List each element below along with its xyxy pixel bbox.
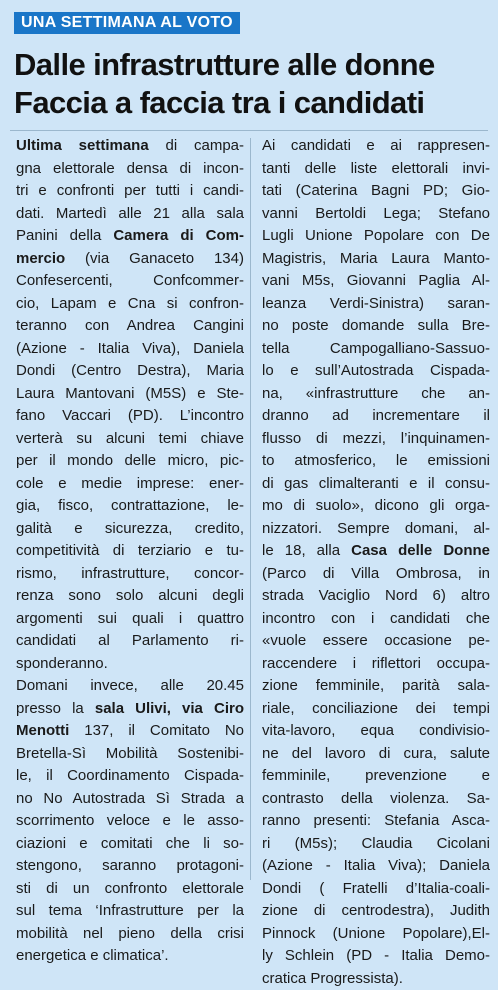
body-text: «vuole essere occasione pe- [262, 632, 490, 649]
right-column-line [262, 180, 490, 203]
body-text: ne del lavoro di cura, salute [262, 745, 490, 762]
right-column-line [262, 720, 490, 743]
left-column-line [16, 720, 244, 743]
right-column-line [262, 158, 490, 181]
left-column-line [16, 675, 244, 698]
body-text: mo di suolo», dicono gli orga- [262, 497, 490, 514]
body-text: nizzatori. Sempre domani, al- [262, 520, 490, 537]
article-column-left [16, 135, 244, 968]
body-text: Magistris, Maria Laura Manto- [262, 250, 490, 267]
right-column-line [262, 450, 490, 473]
body-text: sti di un confronto elettorale [16, 880, 244, 897]
right-column-line [262, 968, 490, 990]
body-text: riale, conciliazione dei tempi [262, 700, 490, 717]
right-column-line [262, 495, 490, 518]
body-text: strada Vaciglio Nord 6) altro [262, 587, 490, 604]
left-column-line [16, 833, 244, 856]
left-column-line [16, 585, 244, 608]
right-column-line [262, 518, 490, 541]
body-text: vita-lavoro, equa condivisio- [262, 722, 490, 739]
body-text: no poste domande sulla Bre- [262, 317, 490, 334]
body-text: Dondi ( Fratelli d’Italia-coali- [262, 880, 490, 897]
body-text: competitività di terziario e tu- [16, 542, 244, 559]
body-text: le, il Coordinamento Cispada- [16, 767, 244, 784]
body-text: vanni Bertoldi Lega; Stefano [262, 205, 490, 222]
right-column-line [262, 360, 490, 383]
body-text: flusso di mezzi, l’inquinamen- [262, 430, 490, 447]
left-column-line [16, 630, 244, 653]
right-column-line [262, 833, 490, 856]
left-column-line [16, 900, 244, 923]
body-text: renza sono solo alcuni degli [16, 587, 244, 604]
right-column-line [262, 788, 490, 811]
left-column-line [16, 203, 244, 226]
bold-text: Ultima settimana [16, 137, 149, 154]
body-text: Confesercenti, Confcommer- [16, 272, 244, 289]
right-column-line [262, 428, 490, 451]
bold-text: Casa delle Donne [351, 542, 490, 559]
bold-text: Camera di Com- [113, 227, 244, 244]
left-column-line [16, 563, 244, 586]
right-column-line [262, 878, 490, 901]
body-text: na, «infrastrutture che an- [262, 385, 490, 402]
body-text: leanza Verdi-Sinistra) saran- [262, 295, 490, 312]
body-text: Pinnock (Unione Popolare),El- [262, 925, 490, 942]
right-column-line [262, 473, 490, 496]
body-text: cio, Lapam e Cna si confron- [16, 295, 244, 312]
right-column-line [262, 810, 490, 833]
body-text: per il mondo delle micro, pic- [16, 452, 244, 469]
body-text: argomenti sui quali i quattro [16, 610, 244, 627]
right-column-line [262, 225, 490, 248]
left-column-line [16, 653, 244, 676]
article-column-right [262, 135, 490, 990]
right-column-line [262, 563, 490, 586]
right-column-line [262, 608, 490, 631]
body-text: scorrimento veloce e le asso- [16, 812, 244, 829]
left-column-line [16, 293, 244, 316]
left-column-line [16, 518, 244, 541]
right-column-line [262, 270, 490, 293]
right-column-line [262, 923, 490, 946]
body-text: lo e sull’Autostrada Cispada- [262, 362, 490, 379]
left-column-line [16, 810, 244, 833]
body-text: presso la [16, 700, 95, 717]
article-headline [14, 46, 492, 122]
body-text: teranno con Andrea Cangini [16, 317, 244, 334]
headline-rule [10, 130, 488, 131]
right-column-line [262, 653, 490, 676]
body-text: ranno presenti: Stefania Asca- [262, 812, 490, 829]
left-column-line [16, 608, 244, 631]
body-text: incontro con i candidati che [262, 610, 490, 627]
right-column-line [262, 855, 490, 878]
right-column-line [262, 900, 490, 923]
body-text: Domani invece, alle 20.45 [16, 677, 244, 694]
body-text: to atmosferico, le emissioni [262, 452, 490, 469]
left-column-line [16, 743, 244, 766]
body-text: energetica e climatica’. [16, 947, 169, 964]
right-column-line [262, 765, 490, 788]
bold-text: Menotti [16, 722, 69, 739]
left-column-line [16, 158, 244, 181]
body-text: gia, fisco, contrattazione, le- [16, 497, 244, 514]
section-kicker: UNA SETTIMANA AL VOTO [14, 12, 240, 34]
body-text: galità e sicurezza, credito, [16, 520, 244, 537]
body-text: Panini della [16, 227, 113, 244]
left-column-line [16, 360, 244, 383]
right-column-line [262, 540, 490, 563]
body-text: 137, il Comitato No [69, 722, 244, 739]
body-text: (Parco di Villa Ombrosa, in [262, 565, 490, 582]
body-text: le 18, alla [262, 542, 351, 559]
body-text: zione femminile, parità sala- [262, 677, 490, 694]
right-column-line [262, 405, 490, 428]
right-column-line [262, 585, 490, 608]
body-text: tati (Caterina Bagni PD; Gio- [262, 182, 490, 199]
body-text: sul tema ‘Infrastrutture per la [16, 902, 244, 919]
body-text: (via Ganaceto 134) [65, 250, 244, 267]
body-text: fano Vaccari (PD). L’incontro [16, 407, 244, 424]
body-text: di gas climalteranti e il consu- [262, 475, 490, 492]
body-text: Lugli Unione Popolare con De [262, 227, 490, 244]
left-column-line [16, 135, 244, 158]
body-text: verterà su alcuni temi chiave [16, 430, 244, 447]
body-text: Ai candidati e ai rappresen- [262, 137, 490, 154]
body-text: sponderanno. [16, 655, 108, 672]
right-column-line [262, 315, 490, 338]
body-text: tanti delle liste elettorali invi- [262, 160, 490, 177]
body-text: vani M5s, Giovanni Paglia Al- [262, 272, 490, 289]
right-column-line [262, 248, 490, 271]
left-column-line [16, 855, 244, 878]
left-column-line [16, 315, 244, 338]
right-column-line [262, 945, 490, 968]
left-column-line [16, 428, 244, 451]
body-text: rismo, infrastrutture, concor- [16, 565, 244, 582]
right-column-line [262, 203, 490, 226]
body-text: Laura Mantovani (M5S) e Ste- [16, 385, 244, 402]
left-column-line [16, 923, 244, 946]
body-text: tri e confronti per tutti i candi- [16, 182, 244, 199]
body-text: Bretella-Sì Mobilità Sostenibi- [16, 745, 244, 762]
body-text: di campa- [149, 137, 244, 154]
body-text: (Azione - Italia Viva); Daniela [262, 857, 490, 874]
body-text: mobilità nel pieno della crisi [16, 925, 244, 942]
left-column-line [16, 945, 244, 968]
left-column-line [16, 405, 244, 428]
column-divider [250, 138, 251, 880]
body-text: candidati al Parlamento ri- [16, 632, 244, 649]
left-column-line [16, 248, 244, 271]
left-column-line [16, 698, 244, 721]
bold-text: sala Ulivi, via Ciro [95, 700, 244, 717]
right-column-line [262, 293, 490, 316]
right-column-line [262, 383, 490, 406]
body-text: cole e medie imprese: ener- [16, 475, 244, 492]
body-text: ri (M5s); Claudia Cicolani [262, 835, 490, 852]
body-text: gna elettorale densa di incon- [16, 160, 244, 177]
left-column-line [16, 788, 244, 811]
body-text: raccendere i riflettori occupa- [262, 655, 490, 672]
body-text: ciazioni e comitati che li so- [16, 835, 244, 852]
body-text: zione di centrodestra), Judith [262, 902, 490, 919]
right-column-line [262, 135, 490, 158]
body-text: cratica Progressista). [262, 970, 403, 987]
right-column-line [262, 743, 490, 766]
body-text: Dondi (Centro Destra), Maria [16, 362, 244, 379]
body-text: dati. Martedì alle 21 alla sala [16, 205, 244, 222]
left-column-line [16, 878, 244, 901]
body-text: tella Campogalliano-Sassuo- [262, 340, 490, 357]
left-column-line [16, 180, 244, 203]
headline-line-2: Faccia a faccia tra i candidati [14, 84, 492, 122]
body-text: (Azione - Italia Viva), Daniela [16, 340, 244, 357]
left-column-line [16, 765, 244, 788]
body-text: contrasto della violenza. Sa- [262, 790, 490, 807]
right-column-line [262, 675, 490, 698]
left-column-line [16, 338, 244, 361]
left-column-line [16, 270, 244, 293]
body-text: stengono, saranno protagoni- [16, 857, 244, 874]
left-column-line [16, 450, 244, 473]
left-column-line [16, 383, 244, 406]
body-text: ly Schlein (PD - Italia Demo- [262, 947, 490, 964]
right-column-line [262, 630, 490, 653]
left-column-line [16, 495, 244, 518]
left-column-line [16, 473, 244, 496]
bold-text: mercio [16, 250, 65, 267]
headline-line-1: Dalle infrastrutture alle donne [14, 46, 492, 84]
right-column-line [262, 338, 490, 361]
right-column-line [262, 698, 490, 721]
body-text: femminile, prevenzione e [262, 767, 490, 784]
body-text: dranno ad incrementare il [262, 407, 490, 424]
left-column-line [16, 540, 244, 563]
body-text: no No Autostrada Sì Strada a [16, 790, 244, 807]
left-column-line [16, 225, 244, 248]
